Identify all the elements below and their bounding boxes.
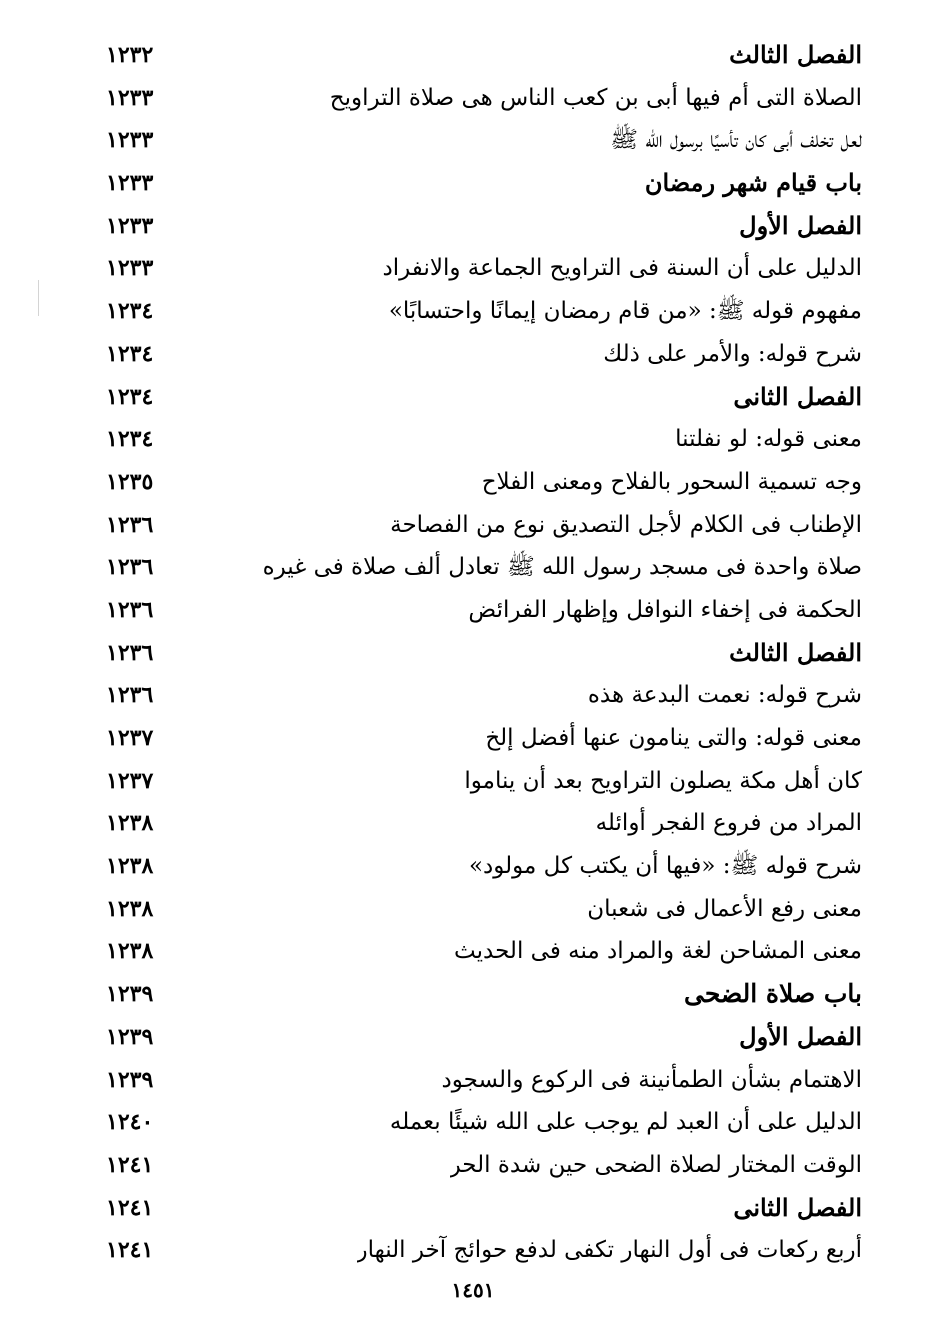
toc-section-heading <box>106 1187 862 1230</box>
toc-entry-page-number: ١٢٣٦ <box>106 682 154 709</box>
toc-entry-title: لعل تخلف أبى كان تأسيًا برسول الله ﷺ <box>610 127 862 154</box>
toc-entry-title: الفصل الثالث <box>729 637 862 667</box>
toc-entry <box>106 504 862 547</box>
toc-entry-page-number: ١٢٣٣ <box>106 255 154 282</box>
toc-entry <box>106 119 862 162</box>
toc-entry-page-number: ١٢٣٦ <box>106 554 154 581</box>
toc-entry-title: الاهتمام بشأن الطمأنينة فى الركوع والسجود <box>441 1066 862 1093</box>
toc-entry-title: باب صلاة الضحى <box>684 979 862 1009</box>
toc-entry <box>106 589 862 632</box>
toc-section-heading <box>106 34 862 77</box>
table-of-contents <box>106 34 862 1272</box>
toc-entry-title: معنى المشاحن لغة والمراد منه فى الحديث <box>454 938 862 965</box>
toc-entry-title: صلاة واحدة فى مسجد رسول الله ﷺ تعادل ألف صلاة فى غيره <box>262 554 862 581</box>
toc-entry <box>106 1144 862 1187</box>
toc-entry-page-number: ١٢٤٠ <box>106 1109 154 1136</box>
toc-entry-page-number: ١٢٣٨ <box>106 853 154 880</box>
toc-section-heading <box>106 1016 862 1059</box>
toc-entry <box>106 77 862 120</box>
toc-entry <box>106 845 862 888</box>
toc-entry-title: الدليل على أن العبد لم يوجب على الله شيئًا بعمله <box>389 1109 862 1136</box>
toc-entry <box>106 461 862 504</box>
toc-entry-title: معنى قوله: والتى ينامون عنها أفضل إلخ <box>485 725 862 751</box>
toc-entry-title: الفصل الأول <box>739 1021 862 1051</box>
toc-entry-page-number: ١٢٣٣ <box>106 170 154 197</box>
page-edge-mark <box>38 280 39 316</box>
toc-entry-title: الصلاة التى أم فيها أبى بن كعب الناس هى صلاة التراويح <box>329 84 862 111</box>
toc-entry-page-number: ١٢٤١ <box>106 1237 154 1264</box>
toc-section-heading <box>106 205 862 248</box>
toc-entry-page-number: ١٢٣٩ <box>106 981 154 1008</box>
toc-entry <box>106 247 862 290</box>
toc-entry-title: باب قيام شهر رمضان <box>644 168 862 198</box>
toc-section-heading <box>106 376 862 419</box>
toc-entry-page-number: ١٢٣٣ <box>106 84 154 111</box>
toc-entry <box>106 674 862 717</box>
toc-entry <box>106 290 862 333</box>
toc-entry-title: الفصل الأول <box>739 210 862 240</box>
toc-entry-page-number: ١٢٣٩ <box>106 1023 154 1050</box>
toc-entry-title: الوقت المختار لصلاة الضحى حين شدة الحر <box>449 1151 862 1178</box>
toc-entry <box>106 930 862 973</box>
toc-entry-title: الإطناب فى الكلام لأجل التصديق نوع من الفصاحة <box>390 511 862 538</box>
toc-section-heading <box>106 632 862 675</box>
toc-entry-page-number: ١٢٣٢ <box>106 42 154 68</box>
toc-entry-page-number: ١٢٣٦ <box>106 596 154 623</box>
toc-entry-page-number: ١٢٣٣ <box>106 127 154 154</box>
toc-entry-page-number: ١٢٣٦ <box>106 511 154 538</box>
toc-entry-page-number: ١٢٣٤ <box>106 426 154 453</box>
toc-entry-title: الفصل الثالث <box>729 40 862 69</box>
toc-entry-title: شرح قوله ﷺ: «فيها أن يكتب كل مولود» <box>468 853 862 880</box>
toc-entry-page-number: ١٢٣٨ <box>106 938 154 965</box>
toc-entry-title: أربع ركعات فى أول النهار تكفى لدفع حوائج آخر النهار <box>356 1237 862 1264</box>
toc-entry-page-number: ١٢٣٧ <box>106 767 154 794</box>
toc-entry <box>106 717 862 760</box>
toc-entry-page-number: ١٢٣٣ <box>106 212 154 239</box>
toc-entry-title: معنى رفع الأعمال فى شعبان <box>587 895 862 922</box>
toc-entry-title: الفصل الثانى <box>733 381 862 411</box>
toc-entry <box>106 1059 862 1102</box>
toc-entry-page-number: ١٢٣٤ <box>106 298 154 325</box>
toc-entry <box>106 802 862 845</box>
toc-entry-page-number: ١٢٣٤ <box>106 383 154 410</box>
toc-entry-title: معنى قوله: لو نفلتنا <box>675 426 862 453</box>
toc-entry <box>106 1101 862 1144</box>
toc-entry-page-number: ١٢٣٩ <box>106 1066 154 1093</box>
toc-entry-title: وجه تسمية السحور بالفلاح ومعنى الفلاح <box>481 468 862 495</box>
toc-entry-title: شرح قوله: نعمت البدعة هذه <box>587 682 862 709</box>
toc-entry <box>106 760 862 803</box>
toc-entry-page-number: ١٢٣٥ <box>106 468 154 495</box>
toc-entry-page-number: ١٢٤١ <box>106 1194 154 1221</box>
page-number: ١٤٥١ <box>451 1278 495 1302</box>
toc-entry <box>106 418 862 461</box>
toc-entry <box>106 546 862 589</box>
toc-entry-title: الحكمة فى إخفاء النوافل وإظهار الفرائض <box>468 596 862 623</box>
toc-entry <box>106 888 862 931</box>
toc-entry <box>106 333 862 376</box>
toc-entry-page-number: ١٢٣٧ <box>106 725 154 751</box>
toc-entry-page-number: ١٢٤١ <box>106 1151 154 1178</box>
toc-entry-page-number: ١٢٣٦ <box>106 639 154 666</box>
toc-entry-title: المراد من فروع الفجر أوائله <box>595 810 862 837</box>
toc-entry-page-number: ١٢٣٨ <box>106 810 154 837</box>
toc-entry-title: شرح قوله: والأمر على ذلك <box>603 340 862 367</box>
toc-entry-title: مفهوم قوله ﷺ: «من قام رمضان إيمانًا واحتسابًا» <box>388 298 862 325</box>
toc-section-heading <box>106 973 862 1016</box>
toc-entry-title: الفصل الثانى <box>733 1192 862 1222</box>
toc-section-heading <box>106 162 862 205</box>
toc-entry-page-number: ١٢٣٨ <box>106 895 154 922</box>
toc-entry-page-number: ١٢٣٤ <box>106 340 154 367</box>
toc-entry <box>106 1229 862 1272</box>
toc-entry-title: كان أهل مكة يصلون التراويح بعد أن يناموا <box>464 767 862 794</box>
toc-entry-title: الدليل على أن السنة فى التراويح الجماعة والانفراد <box>382 255 862 282</box>
